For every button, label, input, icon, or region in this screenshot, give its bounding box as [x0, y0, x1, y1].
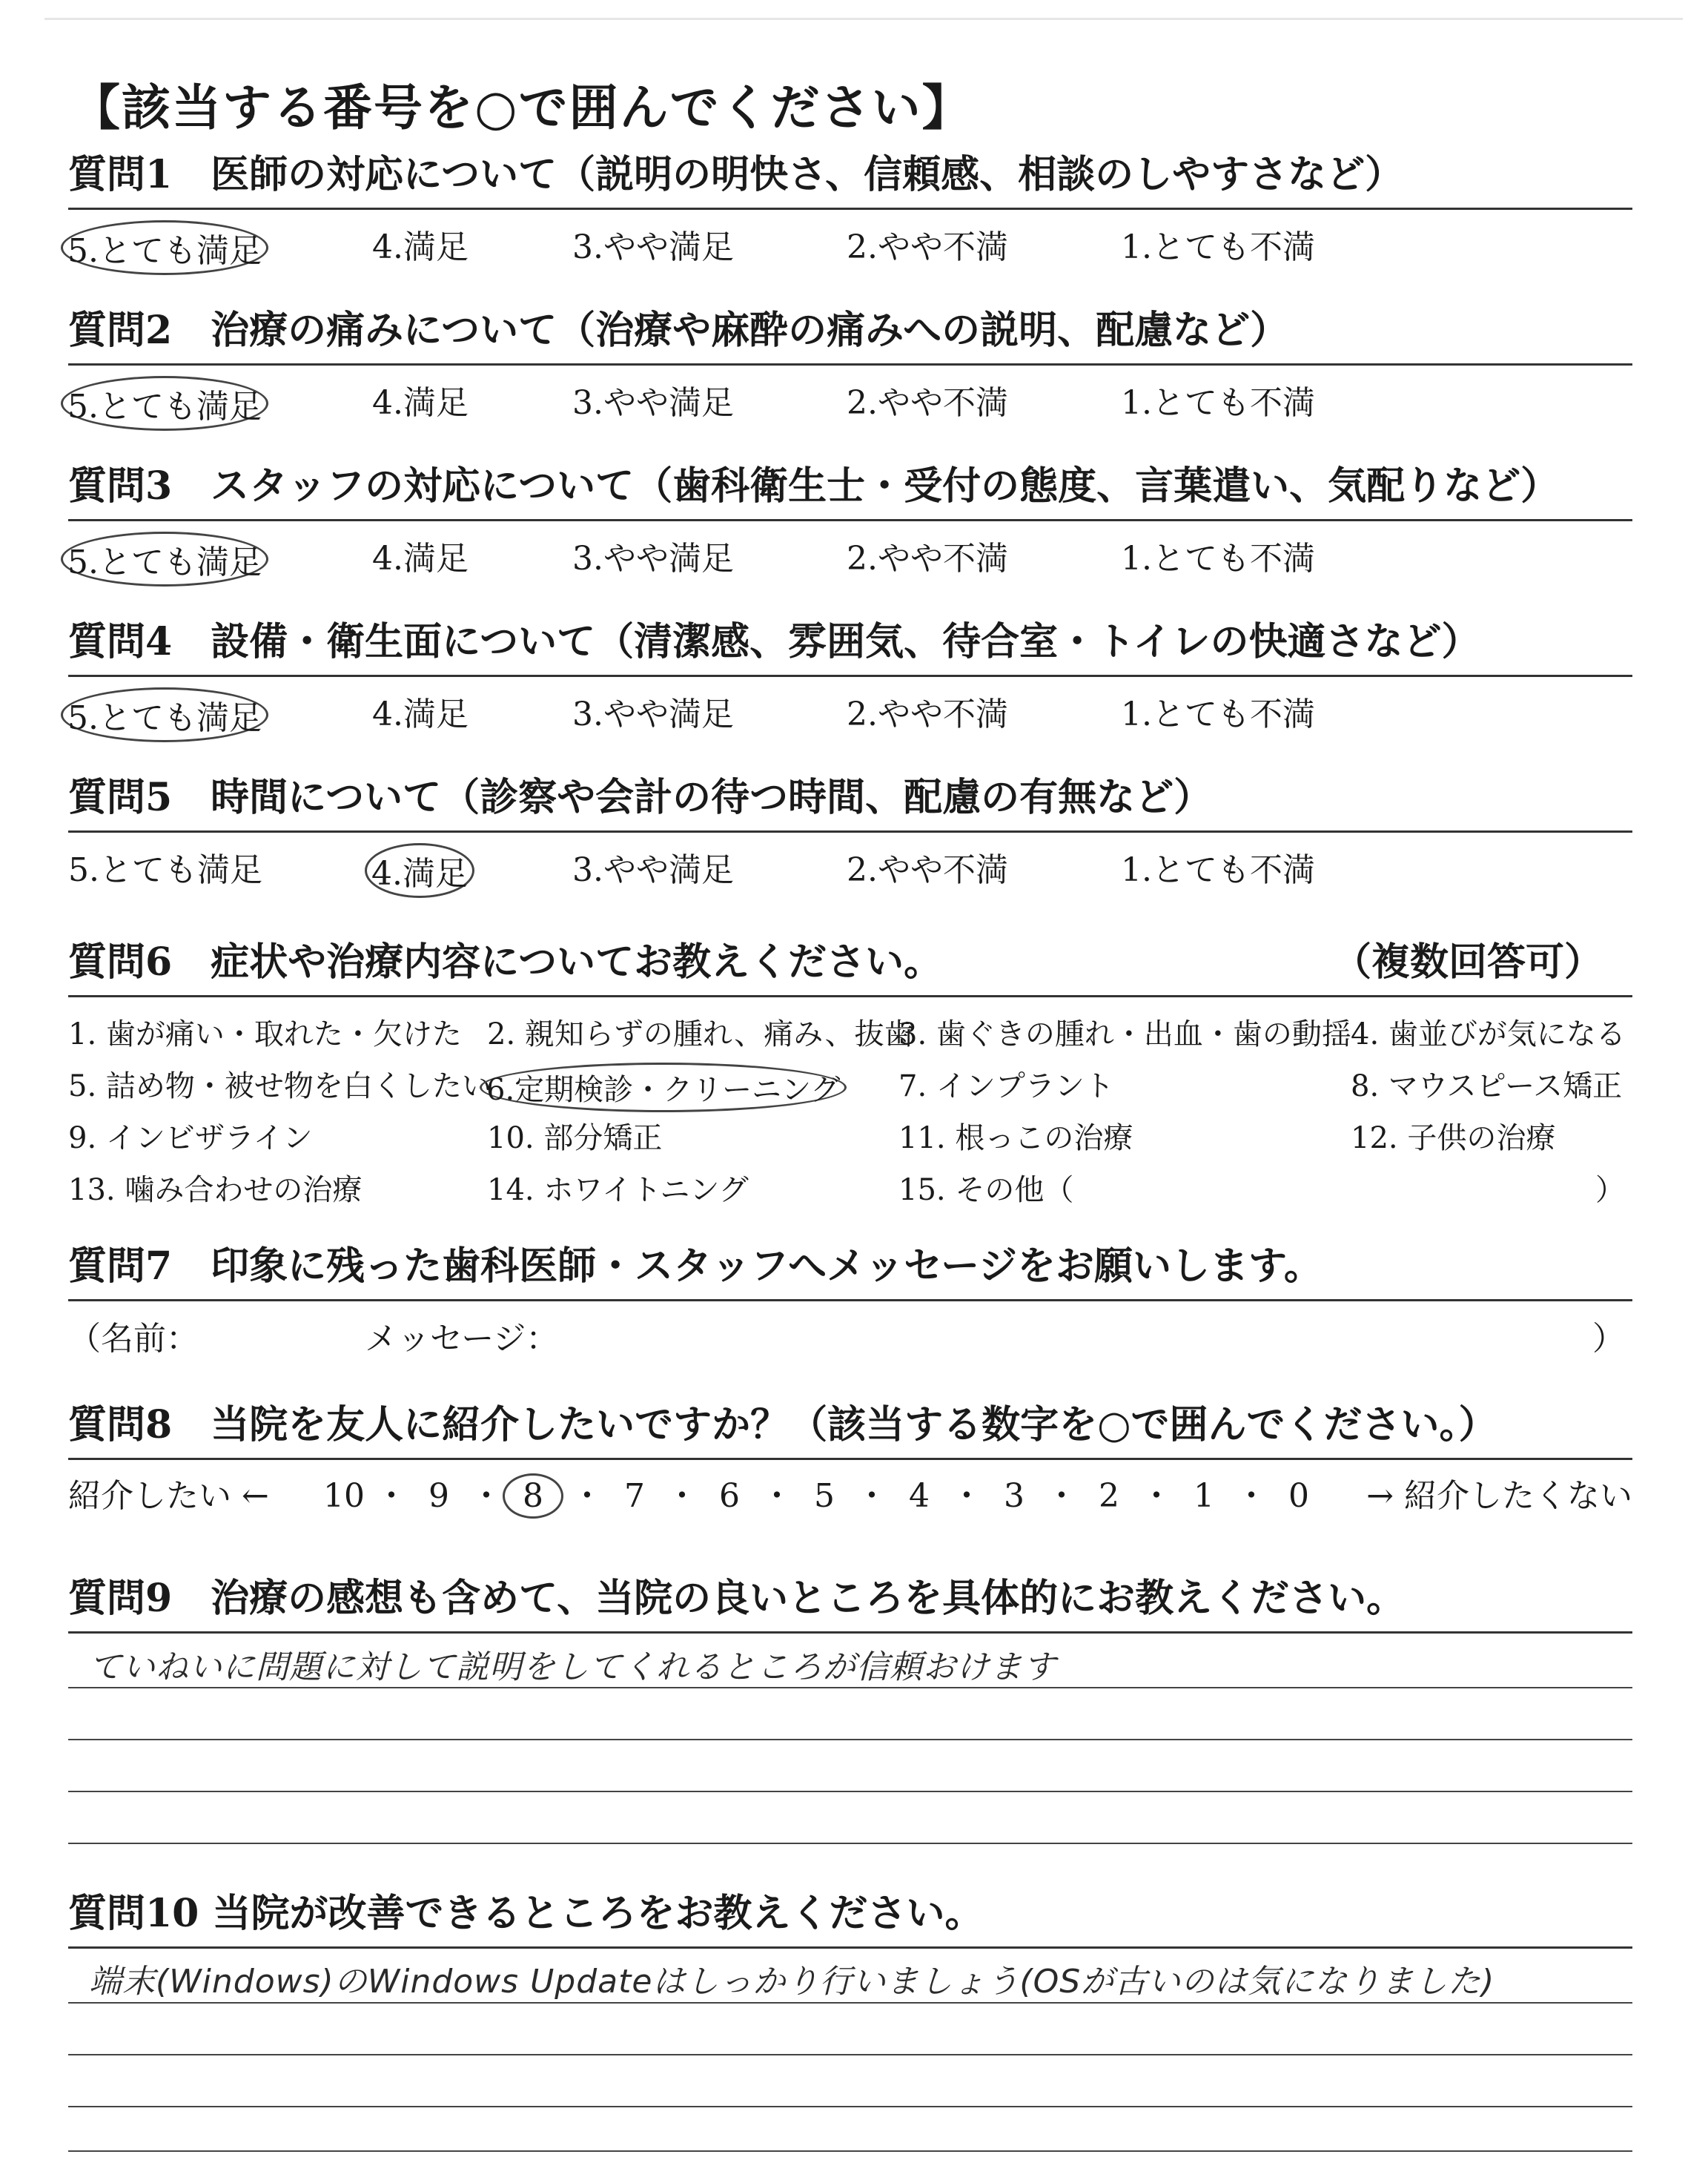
symptom-option[interactable]: 6.定期検診・クリーニング — [480, 1063, 847, 1112]
symptom-option[interactable]: 9. インビザライン — [68, 1121, 313, 1155]
rating-option[interactable]: 2.やや不満 — [847, 851, 1008, 889]
scale-separator: ・ — [375, 1477, 408, 1515]
scale-number[interactable]: 2 — [1099, 1477, 1119, 1515]
rating-option[interactable]: 5.とても満足 — [61, 220, 268, 275]
symptom-option[interactable]: 5. 詰め物・被せ物を白くしたい — [68, 1069, 491, 1103]
scale-separator: ・ — [470, 1477, 503, 1515]
answer-good-points: ていねいに問題に対して説明をしてくれるところが信頼おけます — [89, 1648, 1056, 1686]
top-border — [44, 18, 1683, 20]
referral-scale — [68, 1460, 1632, 1518]
message-label: メッセージ： — [365, 1320, 559, 1358]
question-8 — [68, 1398, 1632, 1518]
scale-number[interactable]: 8 — [503, 1473, 563, 1519]
scale-number[interactable]: 3 — [1004, 1477, 1025, 1515]
rating-option[interactable]: 2.やや不満 — [847, 696, 1008, 733]
rating-option[interactable]: 2.やや不満 — [847, 228, 1008, 266]
rating-option[interactable]: 2.やや不満 — [847, 384, 1008, 422]
rating-option[interactable]: 5.とても満足 — [61, 687, 268, 742]
question-5 — [68, 771, 1632, 891]
question-title: 質問9 治療の感想も含めて、当院の良いところを具体的にお教えください。 — [68, 1576, 1406, 1621]
scale-separator: ・ — [1045, 1477, 1078, 1515]
rating-option[interactable]: 4.満足 — [372, 228, 469, 266]
rating-option[interactable]: 4.満足 — [372, 696, 469, 733]
rating-option[interactable]: 4.満足 — [365, 843, 474, 898]
question-2 — [67, 304, 1632, 426]
scale-separator: ・ — [1140, 1477, 1173, 1515]
scale-number[interactable]: 6 — [719, 1477, 740, 1515]
symptom-option[interactable]: 4. 歯並びが気になる — [1351, 1017, 1626, 1051]
rating-option[interactable]: 5.とても満足 — [61, 376, 268, 431]
symptom-option[interactable]: 10. 部分矯正 — [487, 1121, 663, 1155]
rating-option[interactable]: 1.とても不満 — [1121, 228, 1315, 266]
scale-separator: ・ — [666, 1477, 698, 1515]
question-title: 質問4 設備・衛生面について（清潔感、雰囲気、待合室・トイレの快適さなど） — [68, 619, 1480, 664]
multiple-answers-note: （複数回答可） — [1332, 939, 1603, 985]
question-title: 質問2 治療の痛みについて（治療や麻酔の痛みへの説明、配慮など） — [68, 308, 1289, 353]
question-title: 質問8 当院を友人に紹介したいですか？（該当する数字を○で囲んでください。） — [68, 1402, 1497, 1447]
symptom-option[interactable]: 15. その他（ — [898, 1173, 1074, 1207]
symptom-option[interactable]: 7. インプラント — [898, 1069, 1114, 1103]
scale-number[interactable]: 9 — [428, 1477, 449, 1515]
question-title: 質問3 スタッフの対応について（歯科衛生士・受付の態度、言葉遣い、気配りなど） — [68, 463, 1560, 509]
rating-option[interactable]: 1.とても不満 — [1121, 696, 1315, 733]
question-7 — [68, 1240, 1632, 1359]
symptom-option[interactable]: 3. 歯ぐきの腫れ・出血・歯の動揺 — [898, 1017, 1351, 1051]
question-6 — [68, 936, 1632, 1220]
rating-option[interactable]: 1.とても不満 — [1121, 384, 1315, 422]
scale-number[interactable]: 0 — [1288, 1477, 1309, 1515]
question-title: 質問5 時間について（診察や会計の待つ時間、配慮の有無など） — [68, 775, 1213, 820]
symptom-option[interactable]: 1. 歯が痛い・取れた・欠けた — [68, 1017, 462, 1051]
rating-option[interactable]: 3.やや満足 — [572, 696, 734, 733]
scale-right-label: → 紹介したくない — [1366, 1477, 1632, 1515]
scale-left-label: 紹介したい ← — [68, 1477, 269, 1515]
question-9 — [68, 1572, 1632, 1634]
rating-option[interactable]: 3.やや満足 — [572, 540, 734, 578]
page-header: 【該当する番号を○で囲んでください】 — [71, 79, 973, 136]
rating-option[interactable]: 5.とても満足 — [61, 532, 268, 587]
question-4 — [68, 615, 1632, 735]
scale-separator: ・ — [1235, 1477, 1268, 1515]
scale-separator: ・ — [950, 1477, 983, 1515]
rating-option[interactable]: 1.とても不満 — [1121, 851, 1315, 889]
scale-number[interactable]: 7 — [624, 1477, 645, 1515]
scale-separator: ・ — [761, 1477, 793, 1515]
scale-number[interactable]: 4 — [909, 1477, 930, 1515]
question-3 — [68, 460, 1632, 579]
rating-option[interactable]: 3.やや満足 — [572, 228, 734, 266]
scale-number[interactable]: 5 — [814, 1477, 835, 1515]
rating-option[interactable]: 3.やや満足 — [572, 384, 734, 422]
symptom-option[interactable]: 2. 親知らずの腫れ、痛み、抜歯 — [487, 1017, 914, 1051]
symptom-option[interactable]: 14. ホワイトニング — [487, 1173, 749, 1207]
symptom-options — [68, 997, 1632, 1220]
symptom-option[interactable]: 12. 子供の治療 — [1351, 1121, 1556, 1155]
rating-option[interactable]: 5.とても満足 — [68, 851, 262, 889]
question-1 — [68, 148, 1632, 268]
rating-option[interactable]: 2.やや不満 — [847, 540, 1008, 578]
symptom-option[interactable]: 11. 根っこの治療 — [898, 1121, 1133, 1155]
question-title: 質問1 医師の対応について（説明の明快さ、信頼感、相談のしやすさなど） — [68, 152, 1404, 197]
question-title: 質問6 症状や治療内容についてお教えください。 — [68, 939, 943, 985]
question-title: 質問10 当院が改善できるところをお教えください。 — [68, 1891, 984, 1936]
scale-separator: ・ — [855, 1477, 888, 1515]
scale-number[interactable]: 1 — [1194, 1477, 1214, 1515]
question-10 — [68, 1887, 1632, 1949]
scale-number[interactable]: 10 — [323, 1477, 365, 1515]
rating-option[interactable]: 4.満足 — [372, 384, 469, 422]
symptom-option[interactable]: 8. マウスピース矯正 — [1351, 1069, 1623, 1103]
scale-separator: ・ — [571, 1477, 603, 1515]
rating-option[interactable]: 4.満足 — [372, 540, 469, 578]
close-paren: ） — [1595, 1173, 1625, 1207]
close-paren: ） — [1592, 1320, 1625, 1358]
answer-improvements: 端末(Windows)のWindows Updateはしっかり行いましょう(OSが古いのは気になりました) — [89, 1963, 1495, 2001]
question-title: 質問7 印象に残った歯科医師・スタッフへメッセージをお願いします。 — [68, 1244, 1323, 1289]
symptom-option[interactable]: 13. 噛み合わせの治療 — [68, 1173, 363, 1207]
name-label: （名前： — [68, 1320, 199, 1358]
rating-option[interactable]: 3.やや満足 — [572, 851, 734, 889]
rating-option[interactable]: 1.とても不満 — [1121, 540, 1315, 578]
